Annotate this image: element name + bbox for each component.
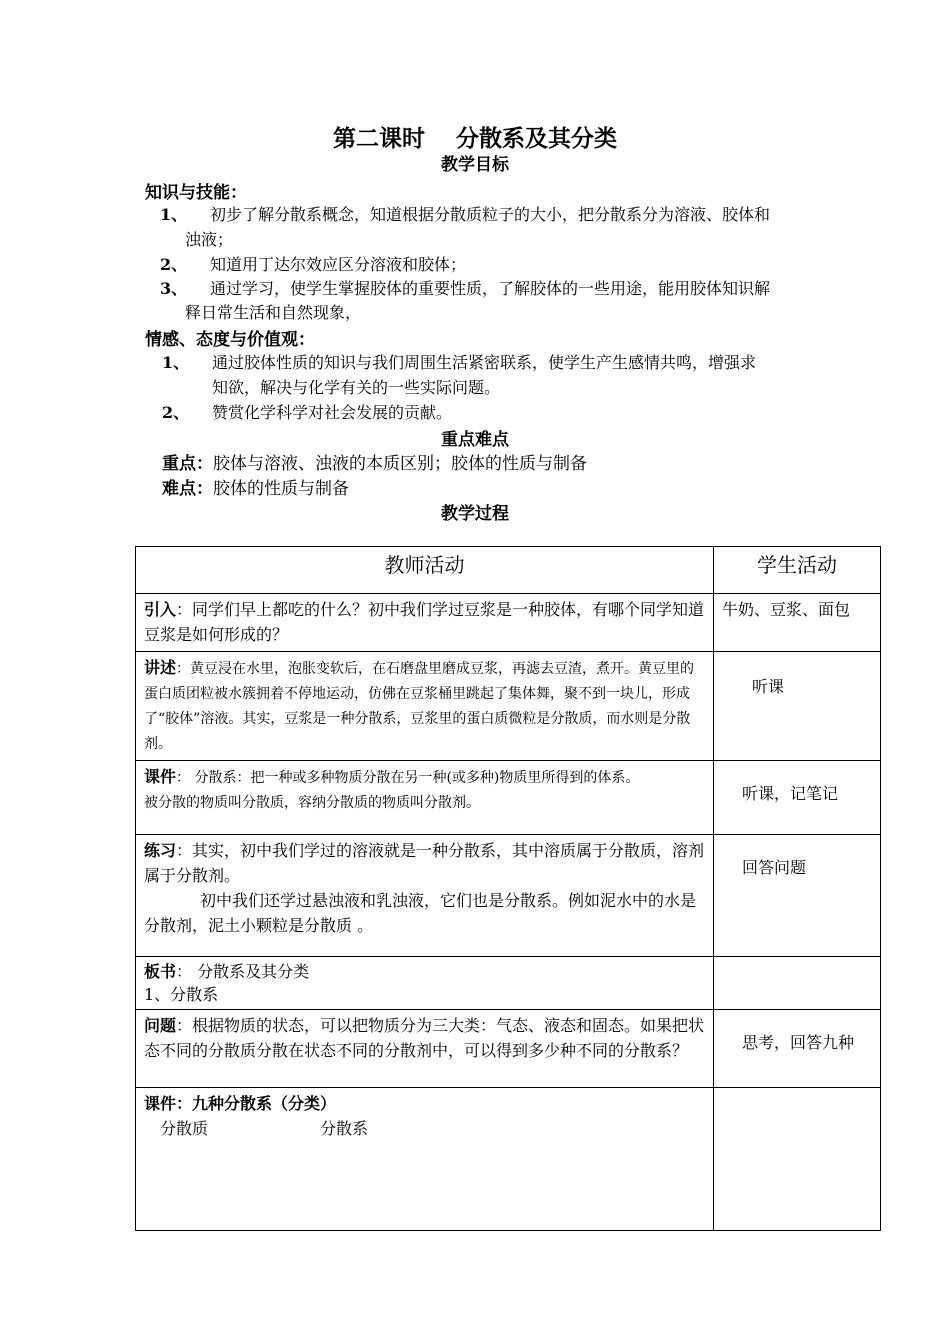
teacher-cell — [136, 1088, 714, 1231]
knowledge-item-3-cont: 释日常生活和自然现象， — [185, 303, 362, 322]
teacher-column-header: 教师活动 — [136, 547, 714, 594]
knowledge-heading: 知识与技能： — [145, 183, 247, 203]
key-point-label: 重点： — [162, 454, 213, 474]
row-text: ：根据物质的状态，可以把物质分为三大类：气态、液态和固态。如果把状态不同的分散质分散在状态不同的分散剂中，可以得到多少种不同的分散系？ — [144, 1016, 705, 1060]
difficulty-text: 胶体的性质与制备 — [213, 479, 349, 499]
item-text: 通过胶体性质的知识与我们周围生活紧密联系，使学生产生感情共鸣，增强求 — [212, 353, 757, 372]
item-text: 赞赏化学科学对社会发展的贡献。 — [212, 403, 453, 422]
item-number: 1、 — [160, 205, 188, 224]
row-text-2: 初中我们还学过悬浊液和乳浊液，它们也是分散系。例如泥水中的水是分散剂，泥土小颗粒是分散质 。 — [144, 891, 697, 935]
difficulty — [162, 474, 349, 499]
attitude-item-1-cont: 知欲，解决与化学有关的一些实际问题。 — [212, 378, 501, 397]
attitude-heading: 情感、态度与价值观： — [145, 330, 315, 350]
table-row — [136, 594, 881, 652]
student-cell: 牛奶、豆浆、面包 — [714, 594, 881, 652]
row-label: 练习 — [144, 841, 177, 860]
row-label: 板书 — [144, 962, 177, 981]
page-title: 第二课时 分散系及其分类 — [332, 125, 617, 152]
row-label: 引入 — [144, 600, 177, 619]
row-text: ： 分散系及其分类 — [176, 962, 310, 981]
table-row — [136, 1010, 881, 1088]
process-heading: 教学过程 — [441, 504, 509, 524]
row-text-2: 1、分散系 — [144, 985, 219, 1004]
difficulty-label: 难点： — [162, 479, 213, 499]
teacher-cell — [136, 594, 714, 652]
student-cell: 回答问题 — [714, 835, 881, 957]
knowledge-item-1 — [160, 202, 770, 225]
table-row — [136, 835, 881, 957]
column-label-dispersed: 分散质 — [160, 1119, 209, 1138]
row-label: 问题 — [144, 1016, 177, 1035]
teacher-cell — [136, 957, 714, 1010]
item-number: 1、 — [162, 353, 190, 372]
column-label-system: 分散系 — [320, 1119, 369, 1138]
item-text: 初步了解分散系概念，知道根据分散质粒子的大小，把分散系分为溶液、胶体和 — [210, 205, 771, 224]
row-label: 课件：九种分散系（分类） — [144, 1094, 337, 1113]
key-point-text: 胶体与溶液、浊液的本质区别；胶体的性质与制备 — [213, 454, 587, 474]
student-cell — [714, 957, 881, 1010]
knowledge-item-3 — [160, 276, 770, 299]
table-row — [136, 652, 881, 761]
row-text: ： 分散系：把一种或多种物质分散在另一种(或多种)物质里所得到的体系。 — [176, 770, 640, 786]
student-cell: 听课，记笔记 — [714, 761, 881, 835]
row-text: ：其实，初中我们学过的溶液就是一种分散系，其中溶质属于分散质，溶剂属于分散剂。 — [144, 841, 705, 885]
knowledge-item-1-cont: 浊液； — [185, 230, 234, 249]
student-cell — [714, 1088, 881, 1231]
table-header-row — [136, 547, 881, 594]
teacher-cell — [136, 1010, 714, 1088]
knowledge-item-2 — [160, 252, 466, 275]
student-cell: 听课 — [714, 652, 881, 761]
key-point — [162, 449, 587, 474]
objectives-heading: 教学目标 — [441, 155, 509, 175]
row-text-2: 被分散的物质叫分散质，容纳分散质的物质叫分散剂。 — [144, 795, 480, 811]
table-row — [136, 957, 881, 1010]
row-text: ：黄豆浸在水里，泡胀变软后，在石磨盘里磨成豆浆，再滤去豆渣，煮开。黄豆里的蛋白质团粒被水簇拥着不停地运动，仿佛在豆浆桶里跳起了集体舞，聚不到一块儿，形成了“胶体”溶液。其实，豆浆是一种分散系，豆浆里的蛋白质微粒是分散质，而水则是分散剂。 — [144, 661, 695, 752]
item-number: 2、 — [160, 255, 188, 274]
lesson-table — [135, 546, 881, 1231]
attitude-item-1 — [162, 350, 756, 373]
row-label: 课件 — [144, 767, 177, 786]
item-text: 知道用丁达尔效应区分溶液和胶体； — [210, 255, 467, 274]
key-heading: 重点难点 — [441, 430, 509, 450]
item-text: 通过学习，使学生掌握胶体的重要性质，了解胶体的一些用途，能用胶体知识解 — [210, 279, 771, 298]
attitude-item-2 — [162, 400, 452, 423]
row-text: ：同学们早上都吃的什么？初中我们学过豆浆是一种胶体，有哪个同学知道豆浆是如何形成的？ — [144, 600, 705, 644]
teacher-cell — [136, 652, 714, 761]
student-cell: 思考，回答九种 — [714, 1010, 881, 1088]
item-number: 3、 — [160, 279, 188, 298]
student-column-header: 学生活动 — [714, 547, 881, 594]
teacher-cell — [136, 761, 714, 835]
row-label: 讲述 — [144, 658, 177, 677]
teacher-cell — [136, 835, 714, 957]
table-row — [136, 1088, 881, 1231]
item-number: 2、 — [162, 403, 190, 422]
table-row — [136, 761, 881, 835]
